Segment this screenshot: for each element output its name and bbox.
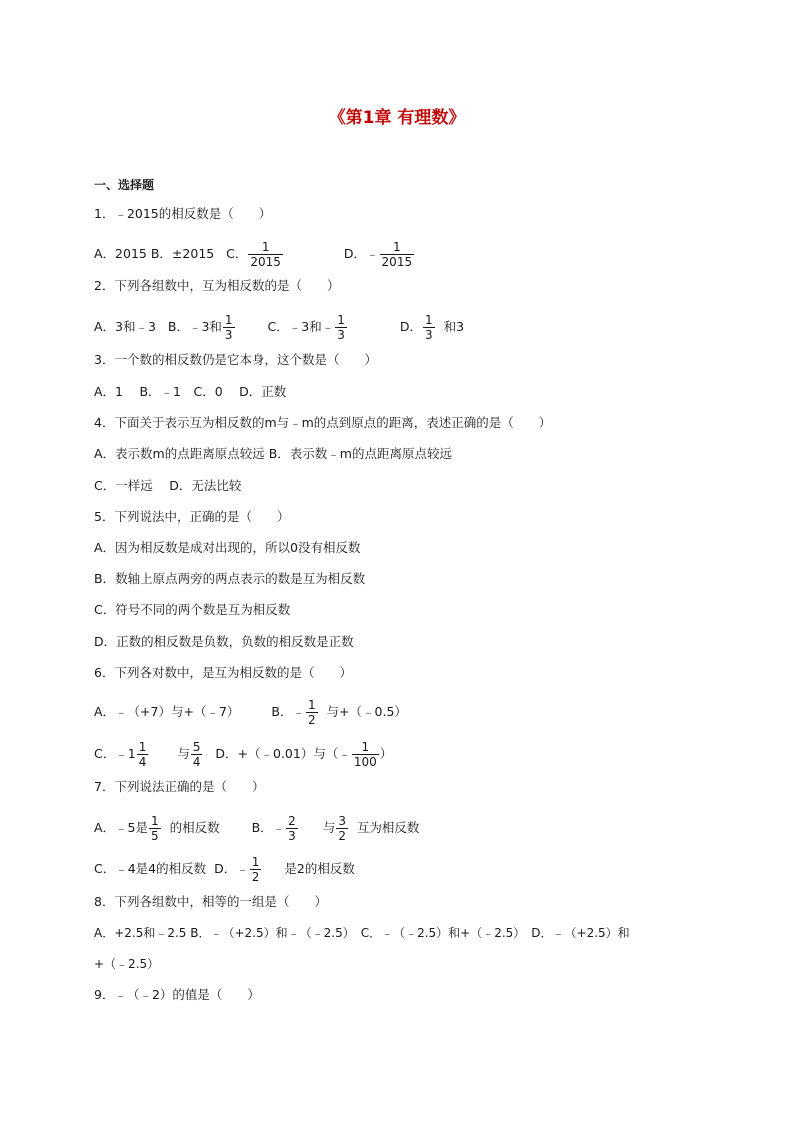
q6-option-d: D．+（﹣0.01）与（﹣ $\frac{1}{100}$ ） xyxy=(215,740,393,769)
section-heading: 一、选择题 xyxy=(94,178,155,192)
q6-option-c: C．﹣1 $\frac{1}{4}$ 与 $\frac{5}{4}$ xyxy=(94,740,201,769)
question-5-stem: 5．下列说法中，正确的是（ ） xyxy=(94,509,290,524)
q2-option-b: B．﹣3和 $\frac{1}{3}$ xyxy=(167,313,233,342)
q7-option-a: A．﹣5是 $\frac{1}{5}$ 的相反数 xyxy=(94,814,220,843)
q5-option-d: D．正数的相反数是负数，负数的相反数是正数 xyxy=(94,634,354,649)
q2-option-c: C．﹣3和﹣ $\frac{1}{3}$ xyxy=(267,313,345,342)
question-9-stem: 9．﹣（﹣2）的值是（ ） xyxy=(94,987,260,1002)
q6-option-a: A．﹣（+7）与+（﹣7） xyxy=(94,704,240,719)
question-3-options: A．1 B．﹣1 C．0 D．正数 xyxy=(94,384,287,399)
q1-option-d: D．﹣ $\frac{1}{2015}$ xyxy=(343,240,413,269)
q2-option-a: A．3和﹣3 xyxy=(94,319,156,334)
question-7-options-ab xyxy=(94,814,419,843)
question-8-options-line2: +（﹣2.5） xyxy=(94,957,160,971)
page-title: 《第1章 有理数》 xyxy=(328,108,466,128)
q7-option-b: B．﹣ $\frac{2}{3}$ 与 $\frac{3}{2}$ 互为相反数 xyxy=(251,814,420,843)
question-4-options-ab: A．表示数m的点距离原点较远 B．表示数﹣m的点距离原点较远 xyxy=(94,446,452,461)
question-4-options-cd: C．一样远 D．无法比较 xyxy=(94,478,242,493)
question-7-options-cd xyxy=(94,855,355,884)
q6-option-b: B．﹣ $\frac{1}{2}$ 与+（﹣0.5） xyxy=(271,698,407,727)
question-4-stem: 4．下面关于表示互为相反数的m与﹣m的点到原点的距离，表述正确的是（ ） xyxy=(94,415,552,430)
q5-option-b: B．数轴上原点两旁的两点表示的数是互为相反数 xyxy=(94,571,366,586)
q5-option-a: A．因为相反数是成对出现的，所以0没有相反数 xyxy=(94,540,361,555)
question-7-stem: 7．下列说法正确的是（ ） xyxy=(94,779,265,794)
question-2-stem: 2．下列各组数中，互为相反数的是（ ） xyxy=(94,278,340,293)
question-1-stem: 1．﹣2015的相反数是（ ） xyxy=(94,206,272,221)
q7-option-c: C．﹣4是4的相反数 xyxy=(94,861,207,876)
q1-option-a: A．2015 xyxy=(94,246,147,261)
question-6-options-cd xyxy=(94,740,392,769)
q2-option-d: D． $\frac{1}{3}$ 和3 xyxy=(399,313,465,342)
q1-option-b: B．±2015 xyxy=(150,246,215,261)
question-2-options xyxy=(94,313,464,342)
question-8-stem: 8．下列各组数中，相等的一组是（ ） xyxy=(94,894,327,909)
q7-option-d: D．﹣ $\frac{1}{2}$ 是2的相反数 xyxy=(214,855,355,884)
q1-option-c: C． $\frac{1}{2015}$ xyxy=(226,240,281,269)
question-3-stem: 3．一个数的相反数仍是它本身，这个数是（ ） xyxy=(94,352,377,367)
question-6-stem: 6．下列各对数中，是互为相反数的是（ ） xyxy=(94,665,352,680)
question-6-options-ab xyxy=(94,698,407,727)
question-8-options-line1: A．+2.5和﹣2.5 B．﹣（+2.5）和﹣（﹣2.5） C．﹣（﹣2.5）和+（﹣2.5） D．﹣（+2.5）和 xyxy=(94,926,630,940)
question-1-options xyxy=(94,240,415,269)
q5-option-c: C．符号不同的两个数是互为相反数 xyxy=(94,602,291,617)
